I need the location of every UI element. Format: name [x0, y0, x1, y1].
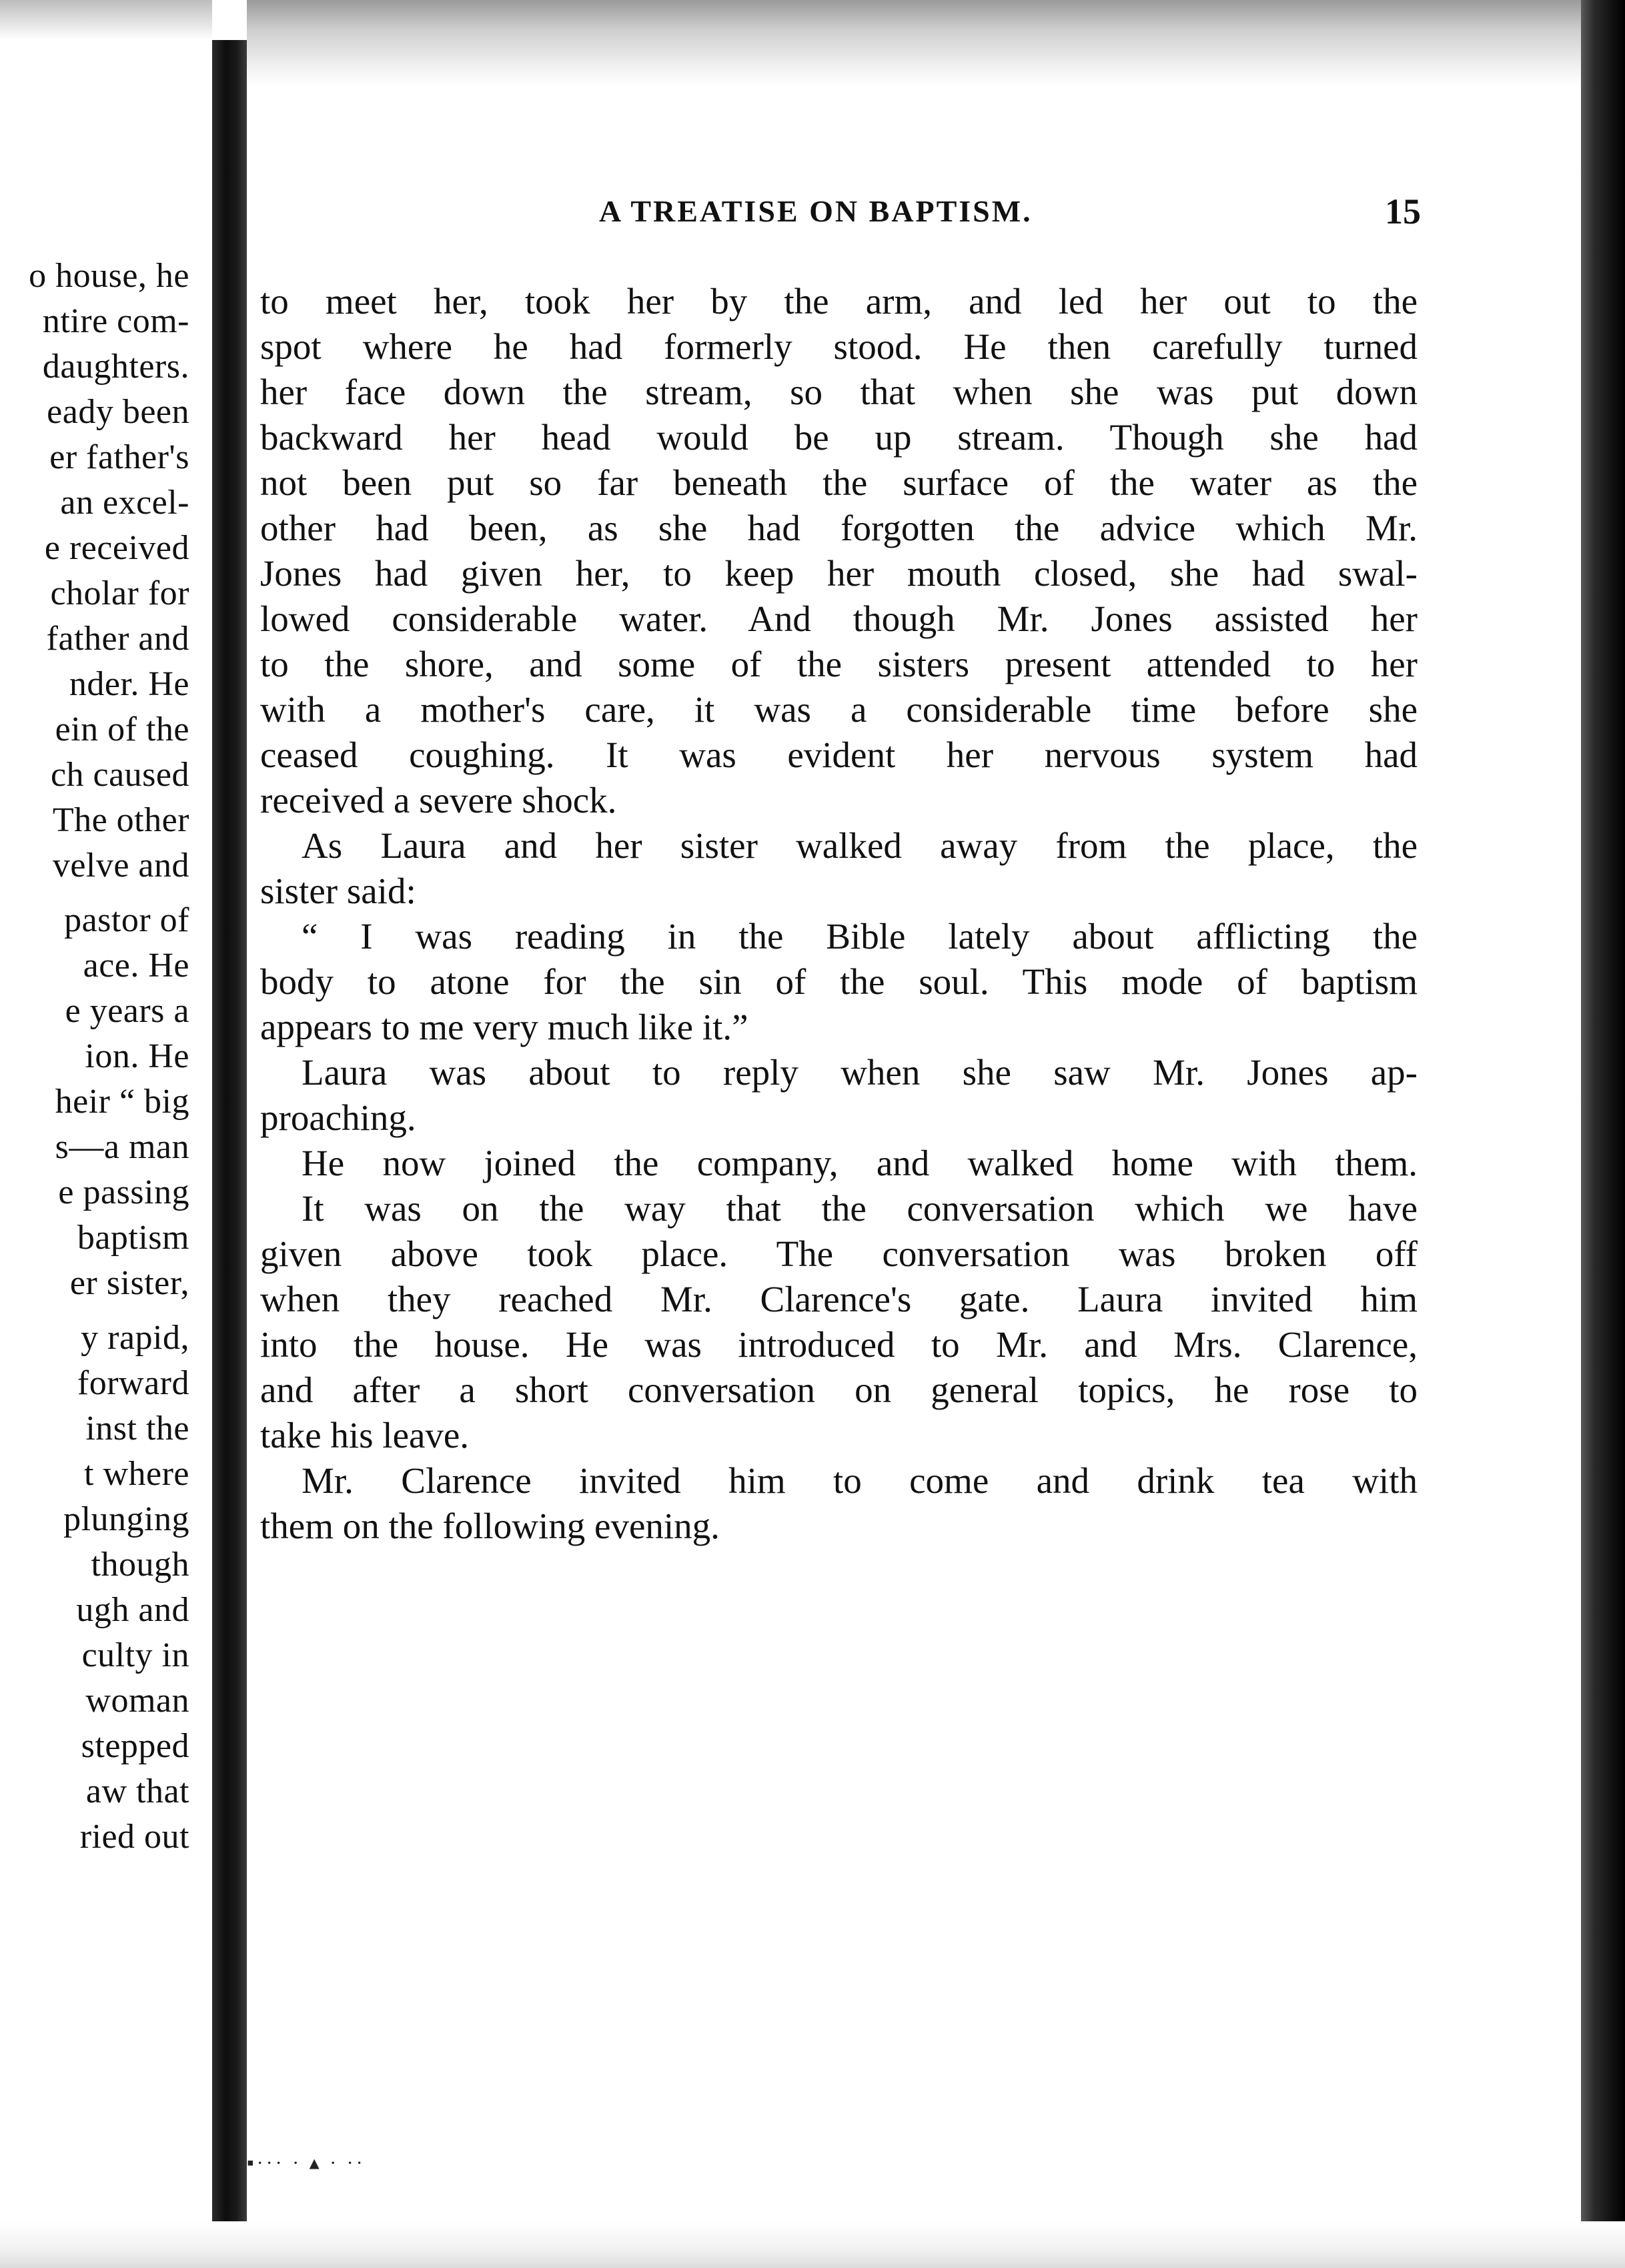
- text-line: Laura was about to reply when she saw Mr. Jones ap-: [302, 1052, 1418, 1093]
- book-gutter: [212, 40, 247, 2241]
- facing-page-line: eady been: [47, 393, 189, 431]
- facing-page-line: culty in: [81, 1636, 189, 1674]
- facing-page-line: ch caused: [50, 756, 189, 794]
- text-line: He now joined the company, and walked home with them.: [302, 1143, 1418, 1183]
- facing-page-line: pastor of: [64, 901, 189, 939]
- text-line: and after a short conversation on general topics, he rose to: [260, 1369, 1418, 1410]
- text-line: into the house. He was introduced to Mr. and Mrs. Clarence,: [260, 1324, 1418, 1365]
- text-line: given above took place. The conversation was broken off: [260, 1233, 1418, 1274]
- facing-page-line: e received: [44, 529, 189, 567]
- page-bottom-shadow: [0, 2221, 1625, 2268]
- facing-page-line: stepped: [81, 1727, 189, 1765]
- text-line: to the shore, and some of the sisters present attended to her: [260, 644, 1418, 684]
- text-line: when they reached Mr. Clarence's gate. Laura invited him: [260, 1279, 1418, 1319]
- facing-page-line: inst the: [85, 1409, 189, 1448]
- facing-page-line: daughters.: [42, 348, 189, 386]
- text-line: not been put so far beneath the surface of the water as the: [260, 462, 1418, 503]
- page-number: 15: [1385, 191, 1421, 231]
- text-line: to meet her, took her by the arm, and led her out to the: [260, 281, 1418, 322]
- facing-page-line: The other: [52, 801, 189, 839]
- text-line: them on the following evening.: [260, 1506, 720, 1546]
- facing-page-line: baptism: [77, 1219, 189, 1257]
- page-top-shadow: [247, 0, 1588, 87]
- running-title: A TREATISE ON BAPTISM.: [599, 194, 1033, 228]
- text-line: lowed considerable water. And though Mr. Jones assisted her: [260, 598, 1418, 639]
- text-line: body to atone for the sin of the soul. This mode of baptism: [260, 961, 1418, 1002]
- facing-page-line: er sister,: [69, 1264, 189, 1302]
- facing-page-line: ion. He: [85, 1037, 189, 1075]
- text-line: ceased coughing. It was evident her nervous system had: [260, 734, 1418, 775]
- text-line: take his leave.: [260, 1415, 470, 1456]
- facing-page-line: ried out: [79, 1818, 189, 1856]
- facing-page-line: forward: [77, 1364, 189, 1402]
- facing-page-line: woman: [85, 1682, 189, 1720]
- text-line: received a severe shock.: [260, 780, 617, 820]
- facing-page-line: plunging: [63, 1500, 189, 1538]
- facing-page-line: nder. He: [69, 665, 189, 703]
- facing-page-line: ace. He: [83, 947, 189, 985]
- text-line: backward her head would be up stream. Though she had: [260, 417, 1418, 458]
- facing-page-line: s—a man: [55, 1128, 189, 1166]
- facing-page-line: heir “ big: [55, 1083, 189, 1121]
- text-line: It was on the way that the conversation which we have: [302, 1188, 1418, 1229]
- facing-page-line: er father's: [49, 438, 189, 476]
- print-specks: ▪︎··· · ▴ · ··: [247, 2152, 366, 2174]
- facing-page-line: ntire com-: [42, 302, 189, 340]
- text-line: appears to me very much like it.”: [260, 1007, 748, 1047]
- facing-page-line: e years a: [65, 992, 189, 1030]
- text-line: “ I was reading in the Bible lately about afflicting the: [302, 916, 1418, 957]
- facing-page-line: an excel-: [60, 484, 189, 522]
- text-line: proaching.: [260, 1097, 416, 1138]
- page-edge-shadow: [1581, 0, 1625, 2268]
- facing-page-line: cholar for: [50, 574, 189, 612]
- facing-page-line: though: [91, 1546, 189, 1584]
- facing-page-line: t where: [84, 1455, 189, 1493]
- body-text: [260, 279, 1418, 1549]
- text-line: other had been, as she had forgotten the advice which Mr.: [260, 508, 1418, 548]
- facing-page-line: ein of the: [55, 710, 189, 748]
- facing-page-line: o house, he: [29, 257, 189, 295]
- facing-page-line: aw that: [85, 1772, 189, 1810]
- facing-page-line: father and: [46, 620, 189, 658]
- text-line: sister said:: [260, 871, 416, 911]
- text-line: Mr. Clarence invited him to come and drink tea with: [302, 1460, 1418, 1501]
- text-line: with a mother's care, it was a considerable time before she: [260, 689, 1418, 730]
- facing-page-fragment: [0, 253, 193, 2001]
- text-line: As Laura and her sister walked away from the place, the: [302, 825, 1418, 866]
- facing-page-line: e passing: [58, 1173, 189, 1211]
- text-line: her face down the stream, so that when she was put down: [260, 372, 1418, 412]
- text-line: Jones had given her, to keep her mouth closed, she had swal-: [260, 553, 1418, 594]
- text-line: spot where he had formerly stood. He then carefully turned: [260, 326, 1418, 367]
- running-header: [260, 193, 1421, 247]
- facing-page-line: ugh and: [76, 1591, 189, 1629]
- page-top-shadow-left: [0, 0, 212, 40]
- facing-page-line: y rapid,: [81, 1319, 189, 1357]
- facing-page-line: velve and: [52, 846, 189, 885]
